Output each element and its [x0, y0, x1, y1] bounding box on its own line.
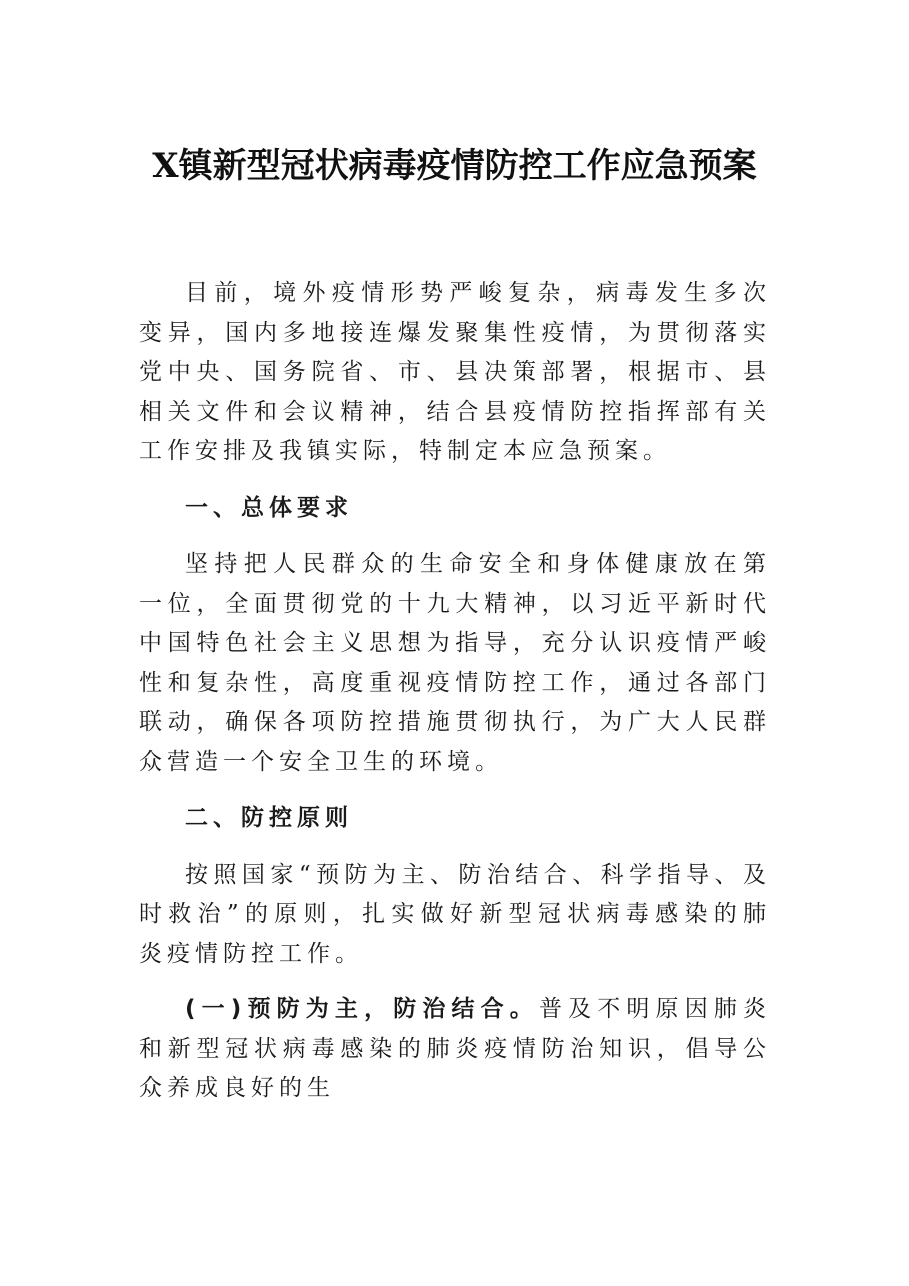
- document-title: X镇新型冠状病毒疫情防控工作应急预案: [152, 146, 757, 186]
- principle-item-lead: (一)预防为主，防治结合。: [185, 996, 539, 1022]
- section-heading-principles: 二、防控原则: [185, 805, 353, 831]
- principle-item-text: 普及不明原因肺炎和新型冠状病毒感染的肺炎疫情防治知识，倡导公众养成良好的生: [139, 996, 771, 1101]
- section-heading-general-requirements: 一、总体要求: [185, 494, 353, 521]
- general-requirements-paragraph: 坚持把人民群众的生命安全和身体健康放在第一位，全面贯彻党的十九大精神，以习近平新时代中国特色社会主义思想为指导，充分认识疫情严峻性和复杂性，高度重视疫情防控工作，通过各部门联动，确保各项防控措施贯彻执行，为广大人民群众营造一个安全卫生的环境。: [139, 551, 771, 775]
- document-body: [139, 274, 771, 1109]
- principle-item-paragraph: [139, 990, 771, 1109]
- principles-paragraph: 按照国家“预防为主、防治结合、科学指导、及时救治”的原则，扎实做好新型冠状病毒感染的肺炎疫情防控工作。: [139, 861, 771, 967]
- intro-paragraph: 目前，境外疫情形势严峻复杂，病毒发生多次变异，国内多地接连爆发聚集性疫情，为贯彻落实党中央、国务院省、市、县决策部署，根据市、县相关文件和会议精神，结合县疫情防控指挥部有关工作安排及我镇实际，特制定本应急预案。: [139, 280, 771, 464]
